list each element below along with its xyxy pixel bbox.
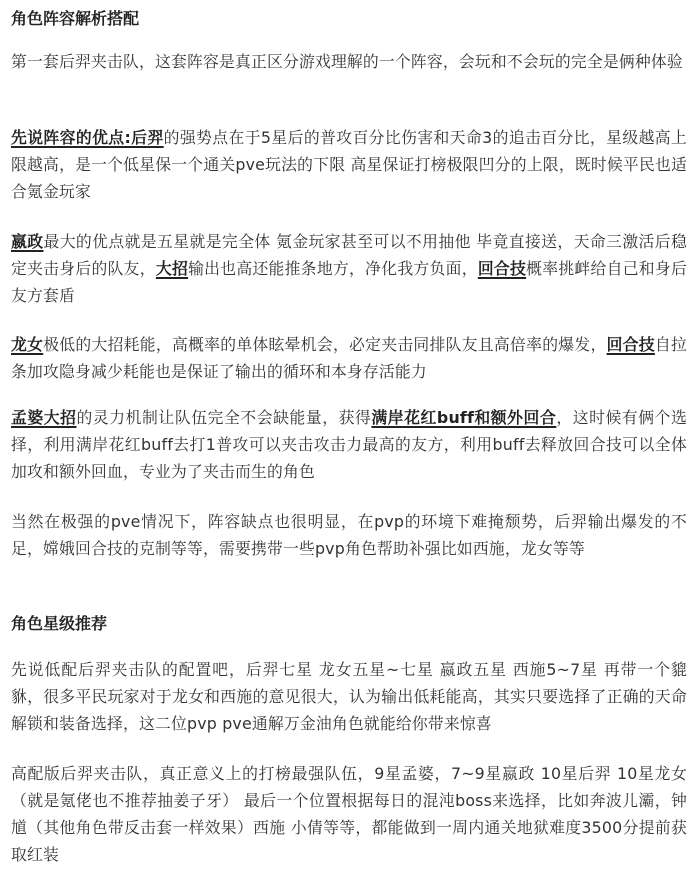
longnv-counter-label: 回合技 [606, 335, 655, 354]
paragraph-intro: 第一套后羿夹击队，这套阵容是真正区分游戏理解的一个阵容，会玩和不会玩的完全是俩种体验 [11, 52, 683, 71]
advantages-text: 的强势点在于5星后的普攻百分比伤害和天命3的追击百分比，星级越高上限越高，是一个低星保一个通关pve玩法的下限 高星保证打榜极限凹分的上限，既时候平民也适合氪金玩家 [11, 128, 687, 201]
paragraph-yingzheng [11, 228, 687, 309]
yingzheng-ult-label: 大招 [155, 259, 189, 278]
paragraph-weakness: 当然在极强的pve情况下，阵容缺点也很明显，在pvp的环境下难掩颓势，后羿输出爆发的不足，嫦娥回合技的克制等等，需要携带一些pvp角色帮助补强比如西施，龙女等等 [11, 512, 687, 558]
longnv-text-2: 自拉条加攻隐身减少耗能也是保证了输出的循环和本身存活能力 [11, 335, 687, 381]
paragraph-advantages [11, 124, 687, 205]
paragraph-low-config: 先说低配后羿夹击队的配置吧，后羿七星 龙女五星~七星 嬴政五星 西施5~7星 再带一个貔貅，很多平民玩家对于龙女和西施的意见很大，认为输出低耗能高，其实只要选择了正确的天命解锁和装备选择，这二位pvp pve通解万金油角色就能给你带来惊喜 [11, 660, 687, 733]
mengpo-buff-label: 满岸花红buff和额外回合 [371, 408, 557, 427]
section-title-lineup: 角色阵容解析搭配 [11, 9, 140, 28]
mengpo-text-1: 的灵力机制让队伍完全不会缺能量，获得 [76, 408, 372, 427]
section-title-stars: 角色星级推荐 [11, 614, 108, 633]
yingzheng-text-1: 最大的优点就是五星就是完全体 氪金玩家甚至可以不用抽他 毕竟直接送，天命三激活后稳定夹击身后的队友， [11, 232, 688, 278]
longnv-name: 龙女 [11, 335, 44, 354]
yingzheng-text-2: 输出也高还能推条地方，净化我方负面， [188, 259, 478, 278]
yingzheng-name: 嬴政 [11, 232, 44, 251]
paragraph-high-config: 高配版后羿夹击队，真正意义上的打榜最强队伍，9星孟婆，7~9星嬴政 10星后羿 10星龙女 （就是氪佬也不推荐抽姜子牙） 最后一个位置根据每日的混沌boss来选择，比如奔波儿灞，钟馗（其他角色带反击套一样效果）西施 小倩等等，都能做到一周内通关地狱难度3500分提前获取红装 [11, 764, 687, 864]
yingzheng-counter-label: 回合技 [477, 259, 527, 278]
yingzheng-text-3: 概率挑衅给自己和身后友方套盾 [11, 259, 687, 305]
paragraph-longnv [11, 331, 687, 385]
longnv-text-1: 极低的大招耗能，高概率的单体眩晕机会，必定夹击同排队友且高倍率的爆发， [43, 335, 607, 354]
advantages-lead: 先说阵容的优点:后羿 [11, 128, 164, 147]
mengpo-name: 孟婆大招 [11, 408, 77, 427]
paragraph-mengpo [11, 404, 687, 485]
mengpo-text-2: ，这时候有俩个选择，利用满岸花红buff去打1普攻可以夹击攻击力最高的友方，利用buff去释放回合技可以全体加攻和额外回血，专业为了夹击而生的角色 [11, 408, 687, 481]
